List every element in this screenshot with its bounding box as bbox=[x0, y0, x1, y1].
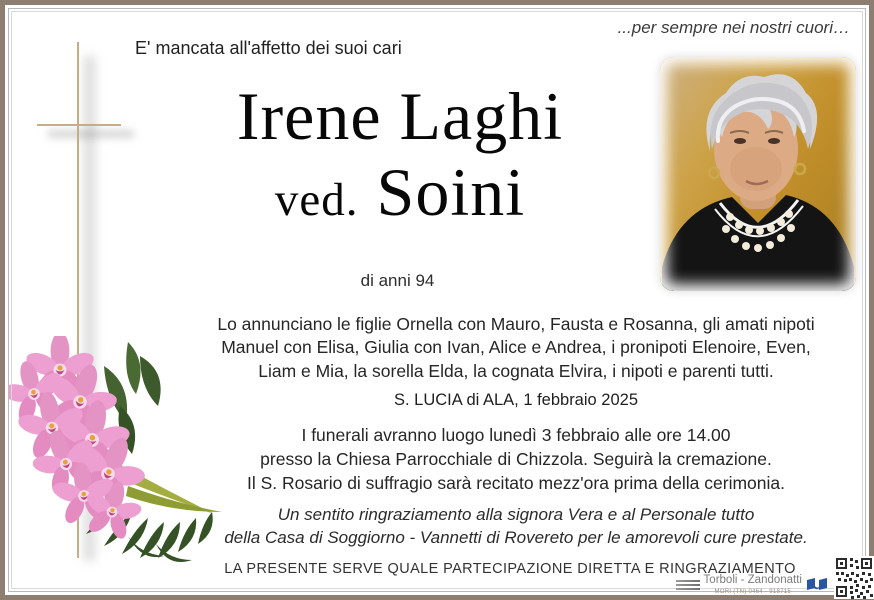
funeral-paragraph bbox=[185, 423, 847, 496]
funeral-home-name: Torboli - Zandonatti bbox=[703, 574, 802, 587]
logo-lines-icon bbox=[676, 580, 700, 590]
portrait-illustration bbox=[660, 57, 856, 291]
funeral-line: I funerali avranno luogo lunedì 3 febbraio alle ore 14.00 bbox=[301, 425, 731, 445]
deceased-last-name-line bbox=[125, 154, 675, 230]
intro-line: E' mancata all'affetto dei suoi cari bbox=[135, 38, 402, 58]
closing-line: LA PRESENTE SERVE QUALE PARTECIPAZIONE DIRETTA E RINGRAZIAMENTO bbox=[224, 561, 796, 577]
qr-code bbox=[834, 556, 874, 599]
announcement-line: Manuel con Elisa, Giulia con Ivan, Alice e Andrea, i pronipoti Elenoire, Even, bbox=[221, 337, 811, 358]
age-line: di anni 94 bbox=[360, 271, 435, 290]
thanks-line: Un sentito ringraziamento alla signora Vera e al Personale tutto bbox=[277, 505, 755, 524]
deceased-first-name: Irene Laghi bbox=[236, 78, 564, 154]
place-date-line: S. LUCIA di ALA, 1 febbraio 2025 bbox=[394, 391, 638, 409]
thanks-paragraph bbox=[185, 503, 847, 549]
funeral-home-details: MORI (TN) 0464 - 918715 bbox=[714, 588, 792, 595]
announcement-line: Lo annunciano le figlie Ornella con Mauro, Fausta e Rosanna, gli amati nipoti bbox=[217, 314, 815, 334]
orchid-flowers-illustration bbox=[8, 336, 238, 590]
thanks-line: della Casa di Soggiorno - Vannetti di Rovereto per le amorevoli cure prestate. bbox=[224, 528, 808, 547]
widow-prefix: ved. bbox=[274, 174, 359, 226]
memory-tagline: ...per sempre nei nostri cuori… bbox=[617, 18, 850, 37]
funeral-home-mark-icon bbox=[806, 576, 828, 594]
announcement-line: Liam e Mia, la sorella Elda, la cognata Elvira, i nipoti e parenti tutti. bbox=[258, 360, 774, 381]
cross-icon bbox=[37, 124, 121, 126]
funeral-line: presso la Chiesa Parrocchiale di Chizzola. Seguirà la cremazione. bbox=[260, 449, 772, 470]
deceased-last-name: Soini bbox=[376, 154, 526, 230]
portrait-photo bbox=[660, 57, 856, 291]
announcement-paragraph bbox=[185, 313, 847, 383]
cross-shadow bbox=[48, 130, 134, 138]
deceased-name bbox=[125, 78, 675, 230]
funeral-line: Il S. Rosario di suffragio sarà recitato mezz'ora prima della cerimonia. bbox=[247, 473, 785, 494]
funeral-home-logo bbox=[676, 574, 828, 596]
